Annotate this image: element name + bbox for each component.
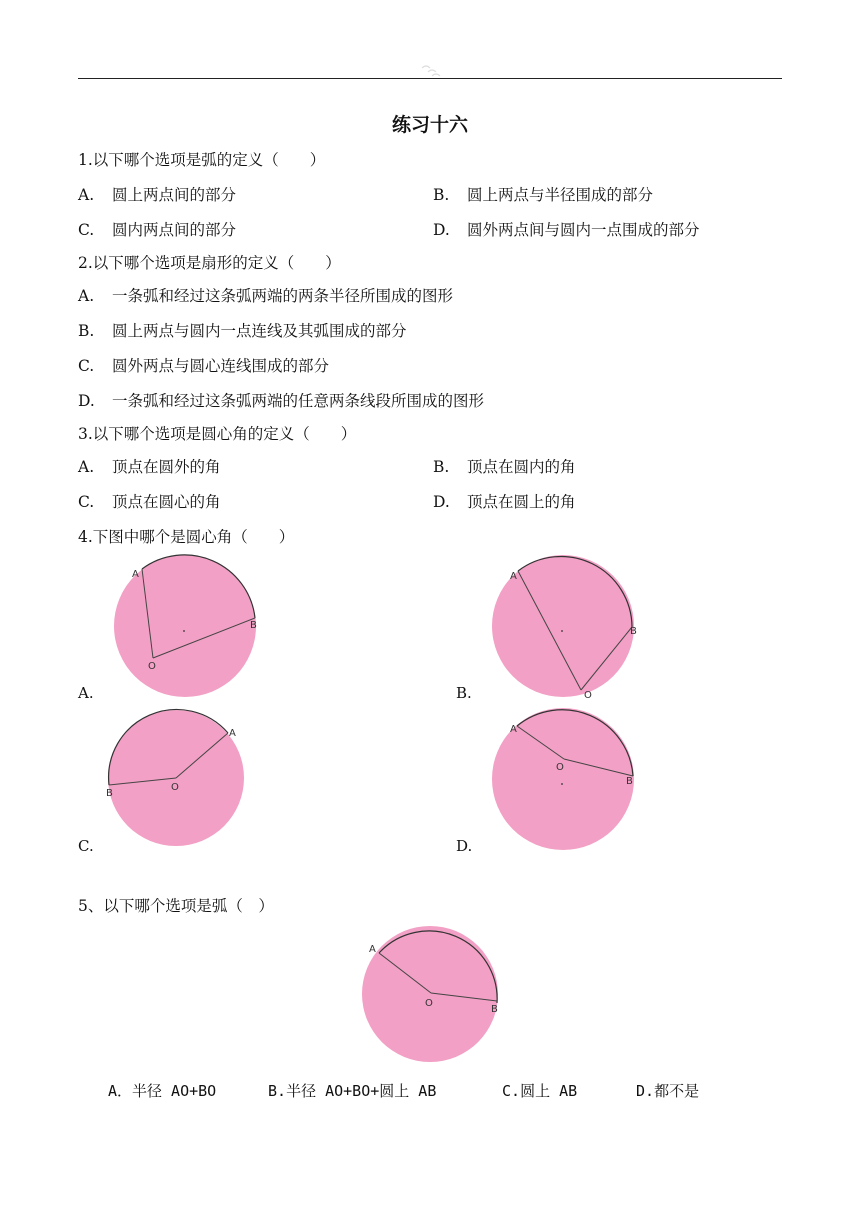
label-a: A xyxy=(510,724,517,735)
q4-figure-a[interactable] xyxy=(100,548,270,703)
label-a: A xyxy=(510,571,517,582)
label-a: A xyxy=(132,569,139,580)
q5-option-a[interactable]: A．半径 AO+BO xyxy=(108,1082,217,1100)
label-a: A xyxy=(369,944,376,955)
q5-option-b[interactable]: B.半径 AO+BO+圆上 AB xyxy=(268,1082,437,1100)
question-1-stem: 1.以下哪个选项是弧的定义（ ） xyxy=(78,151,326,169)
center-dot xyxy=(561,630,563,632)
question-5-stem: 5、以下哪个选项是弧（ ） xyxy=(78,897,274,915)
q4-label-d: D. xyxy=(456,837,473,855)
q4-figure-c[interactable] xyxy=(100,705,270,855)
q2-option-c[interactable]: C. 圆外两点与圆心连线围成的部分 xyxy=(78,357,330,375)
page-title: 练习十六 xyxy=(391,114,468,136)
label-b: B xyxy=(491,1004,498,1015)
q1-option-d[interactable]: D. 圆外两点间与圆内一点围成的部分 xyxy=(433,221,700,239)
label-b: B xyxy=(106,788,113,799)
circle-shape xyxy=(362,926,498,1062)
question-2-stem: 2.以下哪个选项是扇形的定义（ ） xyxy=(78,254,341,272)
label-b: B xyxy=(626,776,633,787)
q3-option-b[interactable]: B. 顶点在圆内的角 xyxy=(433,458,576,476)
question-3-stem: 3.以下哪个选项是圆心角的定义（ ） xyxy=(78,425,357,443)
q4-figure-d[interactable] xyxy=(480,705,650,855)
label-o: O xyxy=(425,998,433,1009)
label-o: O xyxy=(584,690,592,701)
q2-option-a[interactable]: A. 一条弧和经过这条弧两端的两条半径所围成的图形 xyxy=(78,287,454,305)
center-dot xyxy=(183,630,185,632)
q1-option-b[interactable]: B. 圆上两点与半径围成的部分 xyxy=(433,186,654,204)
q2-option-b[interactable]: B. 圆上两点与圆内一点连线及其弧围成的部分 xyxy=(78,322,407,340)
q4-label-b: B. xyxy=(456,684,472,702)
q4-figure-b[interactable] xyxy=(480,548,650,703)
q4-label-c: C. xyxy=(78,837,94,855)
label-a: A xyxy=(229,728,236,739)
q4-label-a: A. xyxy=(78,684,94,702)
q3-option-d[interactable]: D. 顶点在圆上的角 xyxy=(433,493,576,511)
q2-option-d[interactable]: D. 一条弧和经过这条弧两端的任意两条线段所围成的图形 xyxy=(78,392,485,410)
q5-option-c[interactable]: C.圆上 AB xyxy=(502,1082,578,1100)
watermark-icon xyxy=(418,62,444,82)
label-o: O xyxy=(148,661,156,672)
q3-option-a[interactable]: A. 顶点在圆外的角 xyxy=(78,458,221,476)
label-b: B xyxy=(250,620,257,631)
q5-figure xyxy=(355,922,505,1067)
question-4-stem: 4.下图中哪个是圆心角（ ） xyxy=(78,528,295,546)
label-b: B xyxy=(630,626,637,637)
q5-option-d[interactable]: D.都不是 xyxy=(636,1082,700,1100)
q1-option-c[interactable]: C. 圆内两点间的部分 xyxy=(78,221,237,239)
label-o: O xyxy=(171,782,179,793)
center-dot xyxy=(561,783,563,785)
q1-option-a[interactable]: A. 圆上两点间的部分 xyxy=(78,186,237,204)
q3-option-c[interactable]: C. 顶点在圆心的角 xyxy=(78,493,221,511)
label-o: O xyxy=(556,762,564,773)
